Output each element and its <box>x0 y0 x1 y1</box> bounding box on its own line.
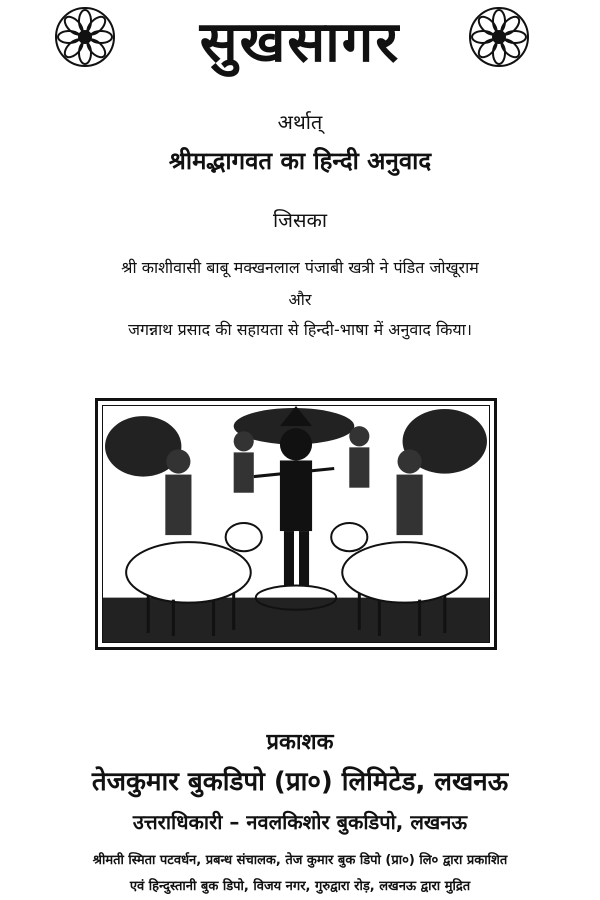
jiska-label: जिसका <box>272 208 328 232</box>
credit-line-2: और <box>288 290 312 309</box>
credit-line-3: जगन्नाथ प्रसाद की सहायता से हिन्दी-भाषा में अनुवाद किया। <box>128 320 472 339</box>
footer-line-2: एवं हिन्दुस्तानी बुक डिपो, विजय नगर, गुरुद्वारा रोड़, लखनऊ द्वारा मुद्रित <box>129 879 471 894</box>
credit-line-1: श्री काशीवासी बाबू मक्खनलाल पंजाबी खत्री ने पंडित जोखूराम <box>121 258 479 277</box>
footer-line-1: श्रीमती स्मिता पटवर्धन, प्रबन्ध संचालक, तेज कुमार बुक डिपो (प्रा०) लि० द्वारा प्रकाशित <box>92 853 508 868</box>
subtitle-connector: अर्थात् <box>277 110 323 134</box>
subtitle: श्रीमद्भागवत का हिन्दी अनुवाद <box>168 147 432 175</box>
illustration-frame <box>95 398 497 650</box>
publisher-name: तेजकुमार बुकडिपो (प्रा०) लिमिटेड, लखनऊ <box>91 767 509 797</box>
book-title: सुखसागर <box>199 10 401 75</box>
illustration-panel <box>102 405 490 643</box>
publisher-label: प्रकाशक <box>266 730 334 755</box>
publisher-successor: उत्तराधिकारी – नवलकिशोर बुकडिपो, लखनऊ <box>132 810 468 834</box>
krishna-with-cows-illustration <box>103 406 489 642</box>
